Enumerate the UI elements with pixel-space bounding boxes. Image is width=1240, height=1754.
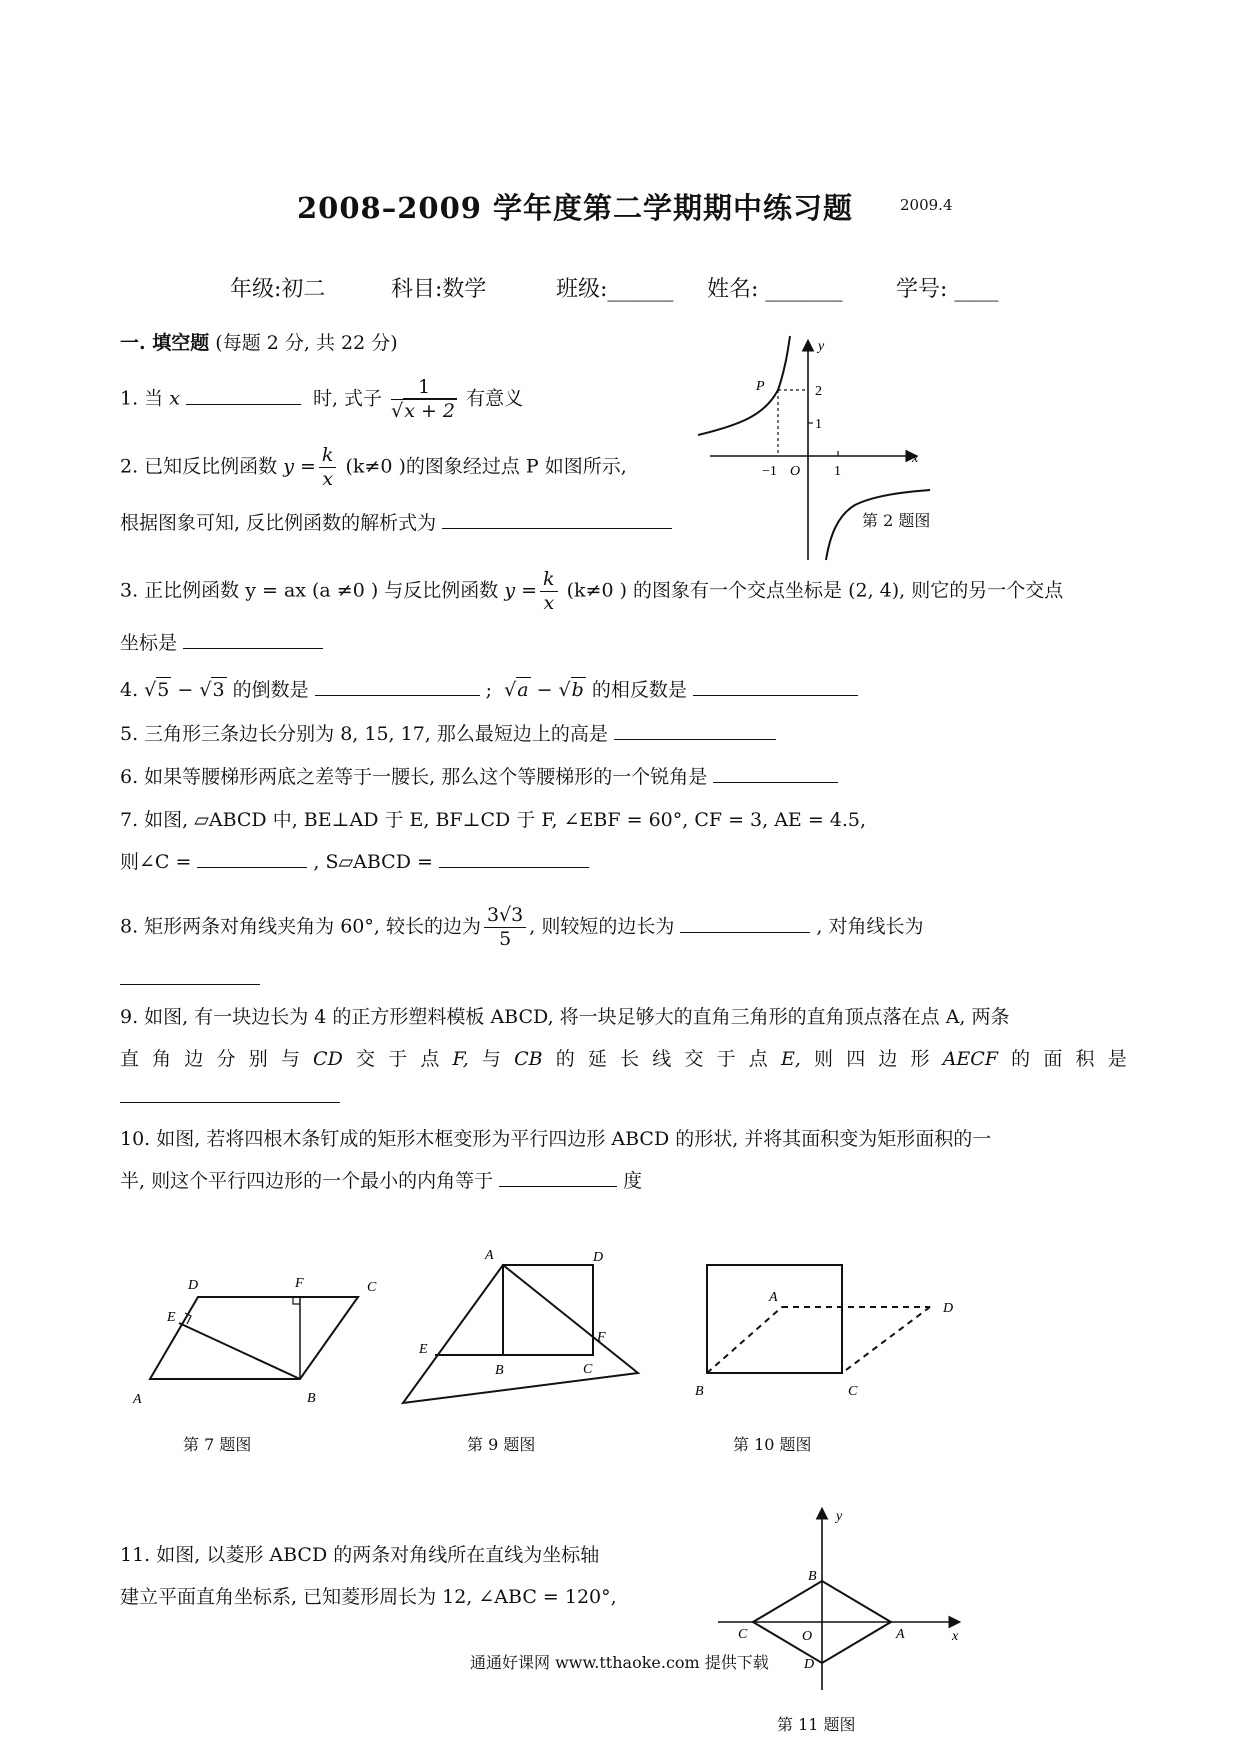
q9-w: E, bbox=[780, 1048, 801, 1070]
q9-w: 别 bbox=[248, 1048, 268, 1070]
q3-text-b: (k≠0 ) 的图象有一个交点坐标是 (2, 4), 则它的另一个交点 bbox=[560, 579, 1064, 602]
q9-w: 的 bbox=[1011, 1048, 1031, 1070]
parallelogram-abcd bbox=[150, 1297, 358, 1379]
q9-w: 于 bbox=[388, 1048, 408, 1070]
q2-num: k bbox=[319, 446, 337, 468]
q9-w: 直 bbox=[120, 1048, 140, 1070]
fig2-y2-label: 2 bbox=[815, 384, 822, 399]
question-8 bbox=[120, 906, 923, 949]
question-10-line-2 bbox=[120, 1172, 642, 1191]
q2-text-b: (k≠0 )的图象经过点 P 如图所示, bbox=[339, 455, 627, 478]
question-7 bbox=[120, 811, 866, 830]
q9-w: 面 bbox=[1043, 1048, 1063, 1070]
fig9-caption: 第 9 题图 bbox=[467, 1435, 536, 1454]
q9-w: 与 bbox=[481, 1048, 501, 1070]
fig2-p-label: P bbox=[756, 379, 765, 394]
q8-text-b: , 则较短的边长为 bbox=[529, 915, 675, 938]
q10-blank bbox=[499, 1185, 617, 1187]
q11-line2: 建立平面直角坐标系, 已知菱形周长为 12, ∠ABC = 120°, bbox=[120, 1586, 617, 1608]
fig7-label-f: F bbox=[295, 1276, 304, 1291]
q2-line2: 根据图象可知, 反比例函数的解析式为 bbox=[120, 512, 437, 534]
q7-line1: 7. 如图, ▱ABCD 中, BE⊥AD 于 E, BF⊥CD 于 F, ∠EBF = 60°, CF = 3, AE = 4.5, bbox=[120, 809, 867, 831]
fig2-neg1-label: −1 bbox=[762, 464, 777, 479]
fig10-label-a: A bbox=[769, 1290, 778, 1305]
q1-den: x + 2 bbox=[404, 400, 456, 422]
fig9-label-f: F bbox=[597, 1330, 606, 1345]
class-field: 班级:______ bbox=[556, 277, 674, 302]
q9-w: 长 bbox=[620, 1048, 640, 1070]
question-5 bbox=[120, 725, 782, 744]
fig11-caption: 第 11 题图 bbox=[777, 1715, 856, 1734]
question-7-line-2 bbox=[120, 853, 595, 872]
q8-den: 5 bbox=[499, 928, 512, 950]
q10-line2a: 半, 则这个平行四边形的一个最小的内角等于 bbox=[120, 1170, 494, 1192]
question-11-line-2 bbox=[120, 1588, 617, 1607]
fig2-y1-label: 1 bbox=[815, 417, 822, 432]
q8-num: 3√3 bbox=[484, 906, 526, 928]
q7-line2a: 则∠C = bbox=[120, 851, 192, 873]
q9-w: 与 bbox=[280, 1048, 300, 1070]
fig9-label-a: A bbox=[485, 1248, 494, 1263]
question-3: 3. 正比例函数 y = ax (a ≠0 ) 与反比例函数 y = $\frac{k}{x}$ (k≠0 ) 的图象有一个交点坐标是 (2, 4), 则它的另一个交点 bbox=[120, 568, 1064, 614]
q2-den: x bbox=[322, 468, 334, 490]
rectangle-frame bbox=[707, 1265, 842, 1373]
parallelogram-side-ba bbox=[707, 1307, 782, 1373]
page-title: 2008–2009 学年度第二学期期中练习题 bbox=[297, 191, 854, 225]
q11-line1: 11. 如图, 以菱形 ABCD 的两条对角线所在直线为坐标轴 bbox=[120, 1544, 600, 1566]
question-6 bbox=[120, 768, 844, 787]
fig7-label-d: D bbox=[188, 1278, 199, 1293]
q9-w: 交 bbox=[684, 1048, 704, 1070]
q9-w: 则 bbox=[814, 1048, 834, 1070]
q4-text-d: 的相反数是 bbox=[585, 679, 687, 701]
fig10-label-b: B bbox=[695, 1384, 704, 1399]
question-3-line-2 bbox=[120, 634, 329, 653]
q4-text-a: 4. bbox=[120, 679, 145, 701]
q9-w: 分 bbox=[216, 1048, 236, 1070]
q5-text: 5. 三角形三条边长分别为 8, 15, 17, 那么最短边上的高是 bbox=[120, 723, 608, 745]
q9-w: 角 bbox=[152, 1048, 172, 1070]
footer-source: 通通好课网 www.tthaoke.com 提供下载 bbox=[470, 1653, 769, 1672]
q6-text: 6. 如果等腰梯形两底之差等于一腰长, 那么这个等腰梯形的一个锐角是 bbox=[120, 766, 708, 788]
q1-text-b: 时, 式子 bbox=[306, 387, 383, 410]
fig2-caption: 第 2 题图 bbox=[862, 511, 931, 530]
fig11-label-a: A bbox=[896, 1627, 905, 1642]
fig7-label-b: B bbox=[307, 1391, 316, 1406]
q8-text-a: 8. 矩形两条对角线夹角为 60°, 较长的边为 bbox=[120, 915, 481, 938]
parallelogram-side-dc bbox=[842, 1307, 930, 1373]
q10-line2b: 度 bbox=[623, 1170, 643, 1192]
q3-fraction bbox=[540, 570, 558, 613]
q9-w: 线 bbox=[652, 1048, 672, 1070]
figure-9 bbox=[395, 1245, 650, 1415]
question-11 bbox=[120, 1546, 599, 1565]
q9-w: 是 bbox=[1107, 1048, 1127, 1070]
section-title: 一. 填空题 bbox=[120, 332, 210, 354]
q1-text-a: 1. 当 bbox=[120, 387, 170, 410]
section-note: (每题 2 分, 共 22 分) bbox=[215, 332, 398, 354]
q8-text-c: , 对角线长为 bbox=[816, 915, 924, 938]
question-9 bbox=[120, 1008, 1010, 1027]
fig7-label-a: A bbox=[133, 1392, 142, 1407]
fig2-x-label: x bbox=[912, 451, 919, 466]
question-2-line-2 bbox=[120, 514, 678, 533]
subject-label: 科目:数学 bbox=[391, 277, 487, 302]
fig7-caption: 第 7 题图 bbox=[183, 1435, 252, 1454]
exam-date: 2009.4 bbox=[900, 196, 953, 214]
fig9-label-d: D bbox=[593, 1250, 604, 1265]
figure-7 bbox=[125, 1265, 395, 1415]
q7-blank-2 bbox=[439, 866, 589, 868]
segment-be bbox=[179, 1323, 300, 1379]
q1-blank bbox=[186, 403, 301, 405]
q1-fraction: $\frac{1}{√x + 2}$ bbox=[391, 376, 456, 422]
fig2-origin-label: O bbox=[790, 464, 801, 479]
q3-text-a: 3. 正比例函数 y = ax (a ≠0 ) 与反比例函数 bbox=[120, 579, 505, 602]
q9-w: 交 bbox=[355, 1048, 375, 1070]
q2-fraction bbox=[319, 446, 337, 489]
q9-w: CD bbox=[313, 1048, 343, 1070]
q10-line1: 10. 如图, 若将四根木条钉成的矩形木框变形为平行四边形 ABCD 的形状, 并将其面积变为矩形面积的一 bbox=[120, 1128, 992, 1150]
question-10 bbox=[120, 1130, 991, 1149]
name-field: 姓名: _______ bbox=[707, 277, 843, 302]
fig10-label-d: D bbox=[943, 1301, 954, 1316]
fig2-y-label: y bbox=[818, 339, 825, 354]
fig11-y-label: y bbox=[836, 1509, 843, 1524]
q9-w: 于 bbox=[716, 1048, 736, 1070]
fig11-label-d: D bbox=[804, 1657, 815, 1672]
q4-text-c: ; bbox=[485, 679, 493, 701]
q9-w: 形 bbox=[910, 1048, 930, 1070]
q1-num: 1 bbox=[391, 378, 457, 400]
student-id-field: 学号: ____ bbox=[896, 277, 999, 302]
question-9-line-2 bbox=[120, 1050, 1127, 1069]
figure-10 bbox=[685, 1255, 975, 1405]
q9-w: 的 bbox=[555, 1048, 575, 1070]
q4-blank-2 bbox=[693, 694, 858, 696]
q5-blank bbox=[614, 738, 776, 740]
q9-w: 边 bbox=[184, 1048, 204, 1070]
question-2: 2. 已知反比例函数 y = $\frac{k}{x}$ (k≠0 )的图象经过点 P 如图所示, bbox=[120, 444, 627, 490]
q2-blank bbox=[442, 527, 672, 529]
fig10-label-c: C bbox=[848, 1384, 858, 1399]
q9-w: 四 bbox=[846, 1048, 866, 1070]
q3-den: x bbox=[543, 592, 555, 614]
q9-w: 边 bbox=[878, 1048, 898, 1070]
q7-blank-1 bbox=[197, 866, 307, 868]
section-heading bbox=[120, 334, 398, 353]
fig9-label-e: E bbox=[419, 1342, 428, 1357]
q9-w: 点 bbox=[748, 1048, 768, 1070]
q9-blank bbox=[120, 1102, 340, 1103]
figure-2 bbox=[690, 330, 950, 570]
q3-num: k bbox=[540, 570, 558, 592]
fig9-label-b: B bbox=[495, 1363, 504, 1378]
fig11-label-b: B bbox=[808, 1569, 817, 1584]
fig2-x1-label: 1 bbox=[834, 464, 841, 479]
q9-w: 点 bbox=[420, 1048, 440, 1070]
q9-w: 积 bbox=[1075, 1048, 1095, 1070]
q4-blank-1 bbox=[315, 694, 480, 696]
q9-w: AECF bbox=[942, 1048, 999, 1070]
fig11-label-c: C bbox=[738, 1627, 748, 1642]
q6-blank bbox=[713, 781, 838, 783]
q3-blank bbox=[183, 647, 323, 649]
q2-text-a: 2. 已知反比例函数 bbox=[120, 455, 284, 478]
q8-blank-1 bbox=[680, 931, 810, 933]
q4-text-b: 的倒数是 bbox=[226, 679, 309, 701]
square-abcd bbox=[503, 1265, 593, 1355]
grade-label: 年级:初二 bbox=[230, 277, 326, 302]
fig11-x-label: x bbox=[952, 1629, 959, 1644]
question-4: 4. √5 − √3 的倒数是 ; √a − √b 的相反数是 bbox=[120, 681, 864, 700]
fig7-label-c: C bbox=[367, 1280, 377, 1295]
hyperbola-branch-left bbox=[698, 336, 790, 435]
q7-line2b: , S▱ABCD = bbox=[313, 851, 433, 873]
q8-blank-2 bbox=[120, 984, 260, 985]
q1-text-c: 有意义 bbox=[466, 387, 524, 410]
fig11-label-o: O bbox=[802, 1629, 813, 1644]
question-1: 1. 当 x 时, 式子 $\frac{1}{√x + 2}$ 有意义 bbox=[120, 376, 524, 422]
fig7-label-e: E bbox=[167, 1310, 176, 1325]
q8-fraction bbox=[484, 906, 526, 949]
fig9-label-c: C bbox=[583, 1362, 593, 1377]
fig10-caption: 第 10 题图 bbox=[733, 1435, 812, 1454]
q9-w: F, bbox=[452, 1048, 469, 1070]
q9-w: 延 bbox=[587, 1048, 607, 1070]
q3-line2: 坐标是 bbox=[120, 632, 178, 654]
q9-w: CB bbox=[514, 1048, 543, 1070]
q9-line1: 9. 如图, 有一块边长为 4 的正方形塑料模板 ABCD, 将一块足够大的直角三角形的直角顶点落在点 A, 两条 bbox=[120, 1006, 1010, 1028]
